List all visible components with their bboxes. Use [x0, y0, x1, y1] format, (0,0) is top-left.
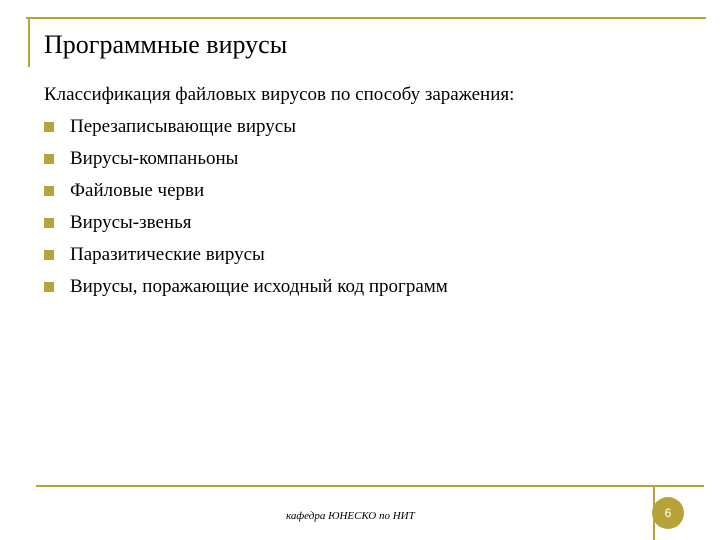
- list-item: [44, 271, 684, 303]
- list-item-label: Перезаписывающие вирусы: [70, 116, 296, 137]
- left-divider: [28, 17, 30, 67]
- square-bullet-icon: [44, 154, 54, 164]
- top-divider: [26, 17, 706, 19]
- list-item: [44, 207, 684, 239]
- list-item-label: Файловые черви: [70, 180, 205, 201]
- page-number: 6: [652, 497, 684, 529]
- footer-text: кафедра ЮНЕСКО по НИТ: [286, 510, 415, 522]
- bullet-list: [44, 111, 684, 303]
- list-item-label: Вирусы-звенья: [70, 212, 192, 233]
- slide-content: [44, 82, 684, 303]
- bottom-divider: [36, 485, 704, 487]
- square-bullet-icon: [44, 250, 54, 260]
- list-item-label: Паразитические вирусы: [70, 244, 265, 265]
- intro-text: Классификация файловых вирусов по способу заражения:: [44, 84, 515, 105]
- square-bullet-icon: [44, 282, 54, 292]
- list-item: [44, 239, 684, 271]
- list-item: [44, 111, 684, 143]
- list-item-label: Вирусы, поражающие исходный код программ: [70, 276, 448, 297]
- slide-title: Программные вирусы: [44, 30, 288, 59]
- list-item-label: Вирусы-компаньоны: [70, 148, 239, 169]
- square-bullet-icon: [44, 122, 54, 132]
- list-item: [44, 143, 684, 175]
- list-item: [44, 175, 684, 207]
- square-bullet-icon: [44, 218, 54, 228]
- square-bullet-icon: [44, 186, 54, 196]
